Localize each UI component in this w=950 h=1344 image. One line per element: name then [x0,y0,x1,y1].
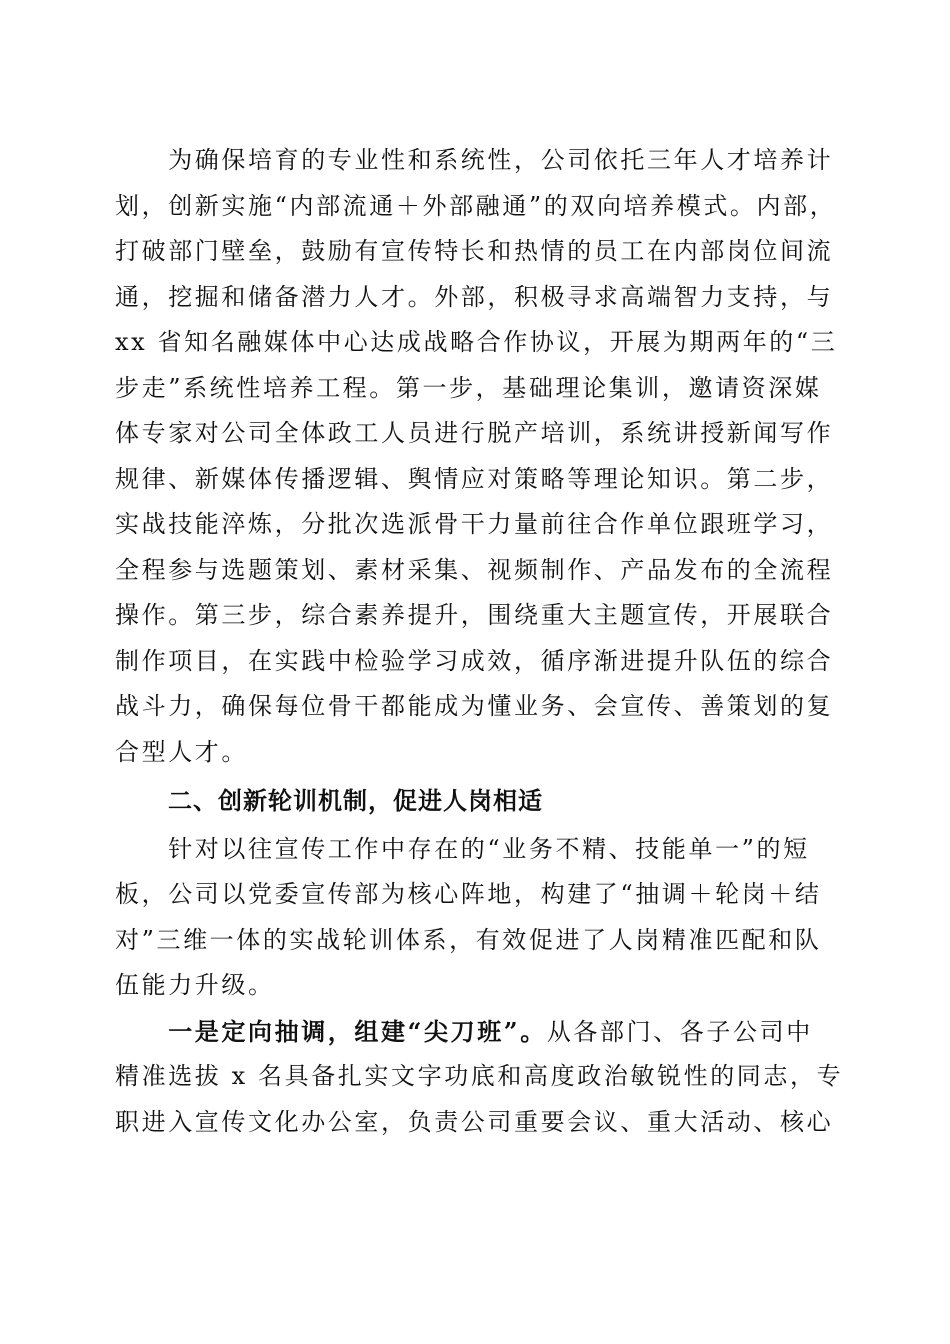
text-line: 精准选拔 x 名具备扎实文字功底和高度政治敏锐性的同志，专 [115,1062,844,1090]
text-line: 操作。第三步，综合素养提升，围绕重大主题宣传，开展联合 [115,601,834,629]
text-line: 职进入宣传文化办公室，负责公司重要会议、重大活动、核心 [115,1107,834,1136]
text-line: 针对以往宣传工作中存在的“业务不精、技能单一”的短 [115,834,810,863]
text-line: 规律、新媒体传播逻辑、舆情应对策略等理论知识。第二步， [115,464,834,493]
text-line: 战斗力，确保每位骨干都能成为懂业务、会宣传、善策划的复 [115,692,834,720]
text-line: 伍能力升级。 [115,971,275,999]
paragraph-rotation-mechanism [115,827,835,1009]
lead-phrase: 一是定向抽调，组建“尖刀班”。 [115,1016,547,1046]
text-line: 为确保培育的专业性和系统性，公司依托三年人才培养计 [115,146,834,174]
text-line: xx 省知名融媒体中心达成战略合作协议，开展为期两年的“三 [115,328,838,356]
text-line: 对”三维一体的实战轮训体系，有效促进了人岗精准匹配和队 [115,925,822,954]
text-line: 通，挖掘和储备潜力人才。外部，积极寻求高端智力支持，与 [115,282,834,311]
document-page [115,138,844,1145]
paragraph-targeted-secondment [115,1009,844,1146]
text-line: 体专家对公司全体政工人员进行脱产培训，系统讲授新闻写作 [115,419,834,447]
text-line: 打破部门壁垒，鼓励有宣传特长和热情的员工在内部岗位间流 [115,237,834,265]
text-line [115,1009,835,1055]
text-fragment: 从各部门、各子公司中 [546,1017,813,1046]
section-heading: 二、创新轮训机制，促进人岗相适 [168,787,543,815]
text-line: 板，公司以党委宣传部为核心阵地，构建了“抽调＋轮岗＋结 [115,880,822,908]
text-line: 制作项目，在实践中检验学习成效，循序渐进提升队伍的综合 [115,646,834,675]
paragraph-talent-training [115,138,838,775]
text-line: 步走”系统性培养工程。第一步，基础理论集训，邀请资深媒 [115,373,822,402]
text-line: 全程参与选题策划、素材采集、视频制作、产品发布的全流程 [115,555,834,584]
text-line: 合型人才。 [115,737,248,766]
text-line: 实战技能淬炼，分批次选派骨干力量前往合作单位跟班学习， [115,510,834,538]
text-line: 划，创新实施“内部流通＋外部融通”的双向培养模式。内部， [115,191,837,220]
